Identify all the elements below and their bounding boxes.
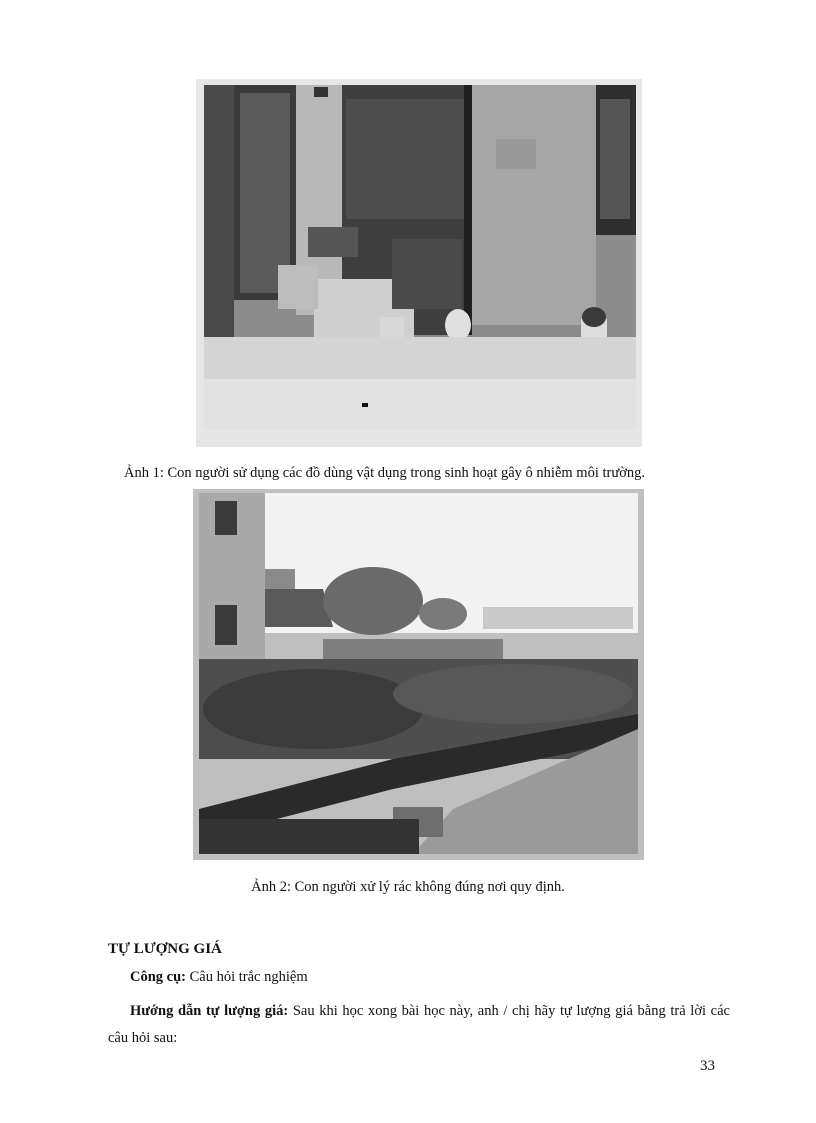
photo-2-image xyxy=(193,489,644,860)
guide-label: Hướng dẫn tự lượng giá: xyxy=(130,1003,289,1019)
photo-household-items xyxy=(196,79,642,447)
photo-improper-waste xyxy=(193,489,644,860)
tool-line xyxy=(130,969,308,986)
section-title: TỰ LƯỢNG GIÁ xyxy=(108,941,222,957)
page-number: 33 xyxy=(700,1058,715,1074)
figure-2-caption: Ảnh 2: Con người xử lý rác không đúng nơi quy định. xyxy=(251,879,565,895)
tool-label: Công cụ: xyxy=(130,969,186,985)
guide-text: Sau khi học xong bài học này, anh / chị hãy tự lượng giá bằng trả lời các câu hỏi sau: xyxy=(108,1003,730,1046)
guide-paragraph xyxy=(108,998,730,1052)
tool-value: Câu hỏi trắc nghiệm xyxy=(186,969,308,985)
photo-1-image xyxy=(196,79,642,447)
figure-1-caption: Ảnh 1: Con người sử dụng các đồ dùng vật dụng trong sinh hoạt gây ô nhiễm môi trường. xyxy=(124,465,645,481)
